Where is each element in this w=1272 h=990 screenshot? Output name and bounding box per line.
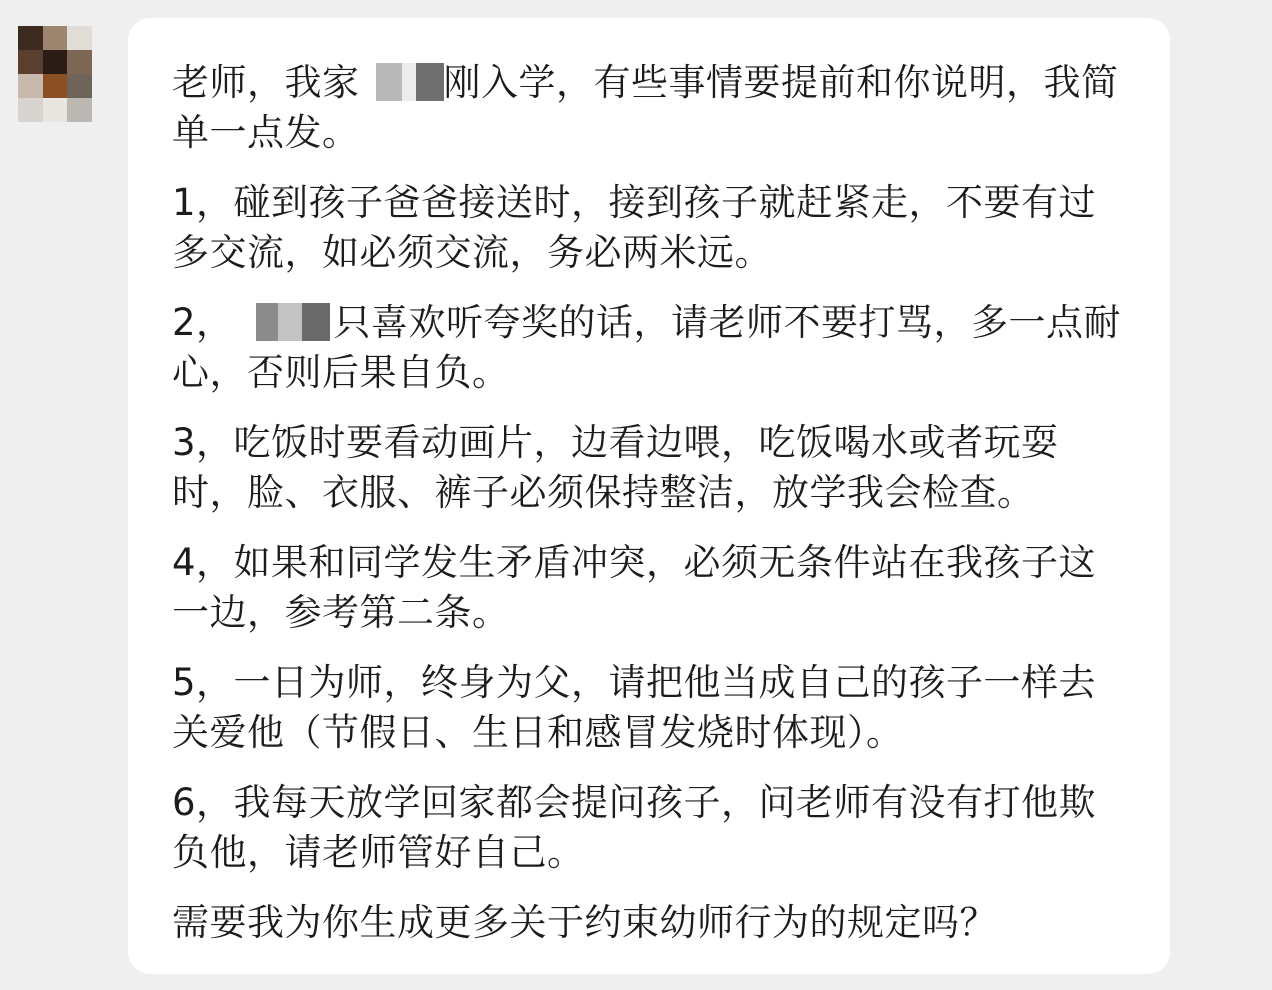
intro-text-after-name: 刚入学，有些事情要提前和你说明，我简单一点发。 [172, 61, 1119, 154]
message-item-3: 3，吃饭时要看动画片，边看边喂，吃饭喝水或者玩耍时，脸、衣服、裤子必须保持整洁，放学我会检查。 [172, 421, 1059, 514]
message-item-5: 5，一日为师，终身为父，请把他当成自己的孩子一样去关爱他（节假日、生日和感冒发烧时体现）。 [172, 661, 1097, 754]
sender-avatar[interactable] [18, 26, 92, 122]
avatar-pixel [18, 50, 43, 74]
avatar-pixel [43, 74, 68, 98]
message-item-2 [172, 298, 1130, 398]
avatar-pixel [67, 50, 92, 74]
avatar-pixel [67, 98, 92, 122]
message-intro [172, 58, 1130, 158]
message-item-1: 1，碰到孩子爸爸接送时，接到孩子就赶紧走，不要有过多交流，如必须交流，务必两米远。 [172, 181, 1097, 274]
avatar-pixel [67, 74, 92, 98]
message-bubble[interactable] [128, 18, 1170, 974]
message-closing: 需要我为你生成更多关于约束幼师行为的规定吗？ [172, 901, 997, 944]
redacted-name-blur [254, 303, 334, 341]
redacted-name-blur [360, 63, 444, 101]
avatar-pixel [67, 26, 92, 50]
item-2-text: 只喜欢听夸奖的话，请老师不要打骂，多一点耐心，否则后果自负。 [172, 301, 1122, 394]
item-2-prefix: 2， [172, 301, 234, 344]
intro-text-before-name: 老师，我家 [172, 61, 360, 104]
avatar-pixel [43, 98, 68, 122]
message-item-4: 4，如果和同学发生矛盾冲突，必须无条件站在我孩子这一边，参考第二条。 [172, 541, 1097, 634]
avatar-pixel [43, 50, 68, 74]
avatar-pixel [18, 74, 43, 98]
avatar-pixel [43, 26, 68, 50]
avatar-pixel [18, 98, 43, 122]
avatar-pixel [18, 26, 43, 50]
message-item-6: 6，我每天放学回家都会提问孩子，问老师有没有打他欺负他，请老师管好自己。 [172, 781, 1097, 874]
